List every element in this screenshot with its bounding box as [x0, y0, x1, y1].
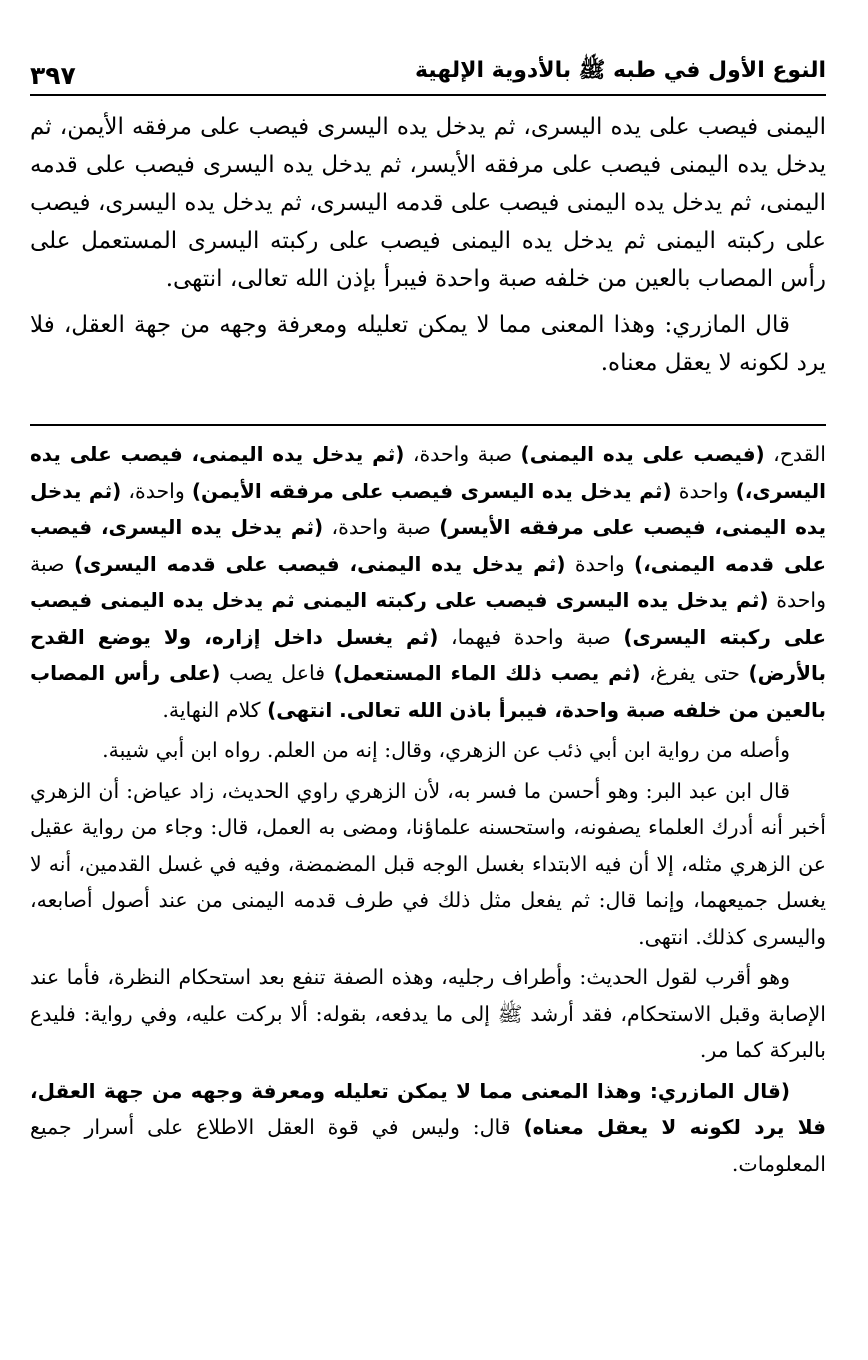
main-paragraph: اليمنى فيصب على يده اليسرى، ثم يدخل يده اليسرى فيصب على مرفقه الأيمن، ثم يدخل يده اليمنى فيصب على مرفقه الأيسر، ثم يدخل يده اليسرى فيصب على قدمه اليمنى، ثم يدخل يده اليمنى فيصب على قدمه اليسرى، ثم يدخل يده اليسرى، فيصب على ركبته اليمنى ثم يدخل يده اليمنى فيصب على ركبته اليسرى المستعمل على رأس المصاب بالعين من خلفه صبة واحدة فيبرأ بإذن الله تعالى، انتهى.: [30, 114, 826, 292]
commentary-text: حتى يفرغ،: [640, 661, 749, 685]
commentary-text: كلام النهاية.: [162, 697, 268, 722]
quoted-text: (ثم يدخل يده اليسرى، فيصب على قدمه اليمنى،): [30, 515, 826, 576]
quoted-text: (ثم يدخل يده اليسرى فيصب على ركبته اليمنى ثم يدخل يده اليمنى فيصب على ركبته اليسرى): [30, 588, 826, 649]
commentary-paragraph: وهو أقرب لقول الحديث: وأطراف رجليه، وهذه الصفة تنفع بعد استحكام النظرة، فأما عند الإصابة وقبل الاستحكام، فقد أرشد ﷺ إلى ما يدفعه، بقوله: ألا بركت عليه، وفي رواية: فليدع بالبركة كما مر.: [30, 965, 826, 1062]
commentary-text: القدح،: [764, 442, 826, 466]
commentary: [30, 436, 826, 1182]
commentary-paragraph: وأصله من رواية ابن أبي ذئب عن الزهري، وقال: إنه من العلم. رواه ابن أبي شيبة.: [102, 738, 790, 762]
quoted-text: (ثم يغسل داخل إزاره، ولا يوضع القدح بالأرض): [30, 624, 826, 685]
commentary-text: صبة واحدة: [30, 551, 826, 612]
main-paragraph: قال المازري: وهذا المعنى مما لا يمكن تعليله ومعرفة وجهه من جهة العقل، فلا يرد لكونه لا يعقل معناه.: [30, 312, 826, 376]
commentary-text: واحدة: [565, 551, 635, 576]
commentary-paragraph: [30, 1073, 826, 1183]
quoted-text: (ثم يدخل يده اليمنى، فيصب على قدمه اليسرى): [73, 551, 566, 576]
quoted-text: (ثم يدخل يده اليمنى، فيصب على مرفقه الأيسر): [30, 478, 826, 539]
commentary-text: صبة واحدة فيهما،: [438, 624, 624, 649]
footnote-separator: [30, 424, 826, 426]
commentary-paragraph: قال ابن عبد البر: وهو أحسن ما فسر به، لأن الزهري راوي الحديث، زاد عياض: أن الزهري أخبر أنه أدرك العلماء يصفونه، واستحسنه علماؤنا، ومضى به العمل، قال: وجاء من رواية عقيل عن الزهري مثله، إلا أن فيه الابتداء بغسل الوجه قبل المضمضة، وفيه في غسل القدمين، أنه لا يغسل جميعهما، وإنما قال: ثم يفعل مثل ذلك في طرف قدمه اليمنى من عند أصول أصابعه، واليسرى كذلك. انتهى.: [30, 778, 826, 949]
commentary-text: فاعل يصب: [220, 661, 334, 685]
quoted-text: (ثم يصب ذلك الماء المستعمل): [333, 661, 641, 685]
quoted-text: (ثم يدخل يده اليمنى، فيصب على يده اليسرى،): [30, 442, 827, 503]
quoted-text: (على رأس المصاب بالعين من خلفه صبة واحدة، فيبرأ باذن الله تعالى. انتهى): [30, 661, 826, 722]
page-number: ٣٩٧: [30, 61, 76, 90]
chapter-title: النوع الأول في طبه ﷺ بالأدوية الإلهية: [414, 58, 826, 83]
quoted-text: (قال المازري: وهذا المعنى مما لا يمكن تعليله ومعرفة وجهه من جهة العقل، فلا يرد لكونه لا يعقل معناه): [30, 1078, 826, 1139]
commentary-text: صبة واحدة،: [323, 515, 440, 539]
quoted-text: (ثم يدخل يده اليسرى فيصب على مرفقه الأيمن): [191, 478, 672, 503]
commentary-text: واحدة: [671, 478, 736, 503]
commentary-text: قال: وليس في قوة العقل الاطلاع على أسرار جميع المعلومات.: [30, 1115, 826, 1176]
commentary-text: صبة واحدة،: [404, 442, 521, 466]
commentary-paragraph: [30, 436, 826, 728]
main-text: [30, 108, 826, 382]
quoted-text: (فيصب على يده اليمنى): [520, 442, 765, 466]
commentary-text: واحدة،: [121, 478, 192, 503]
running-header: [30, 50, 826, 96]
